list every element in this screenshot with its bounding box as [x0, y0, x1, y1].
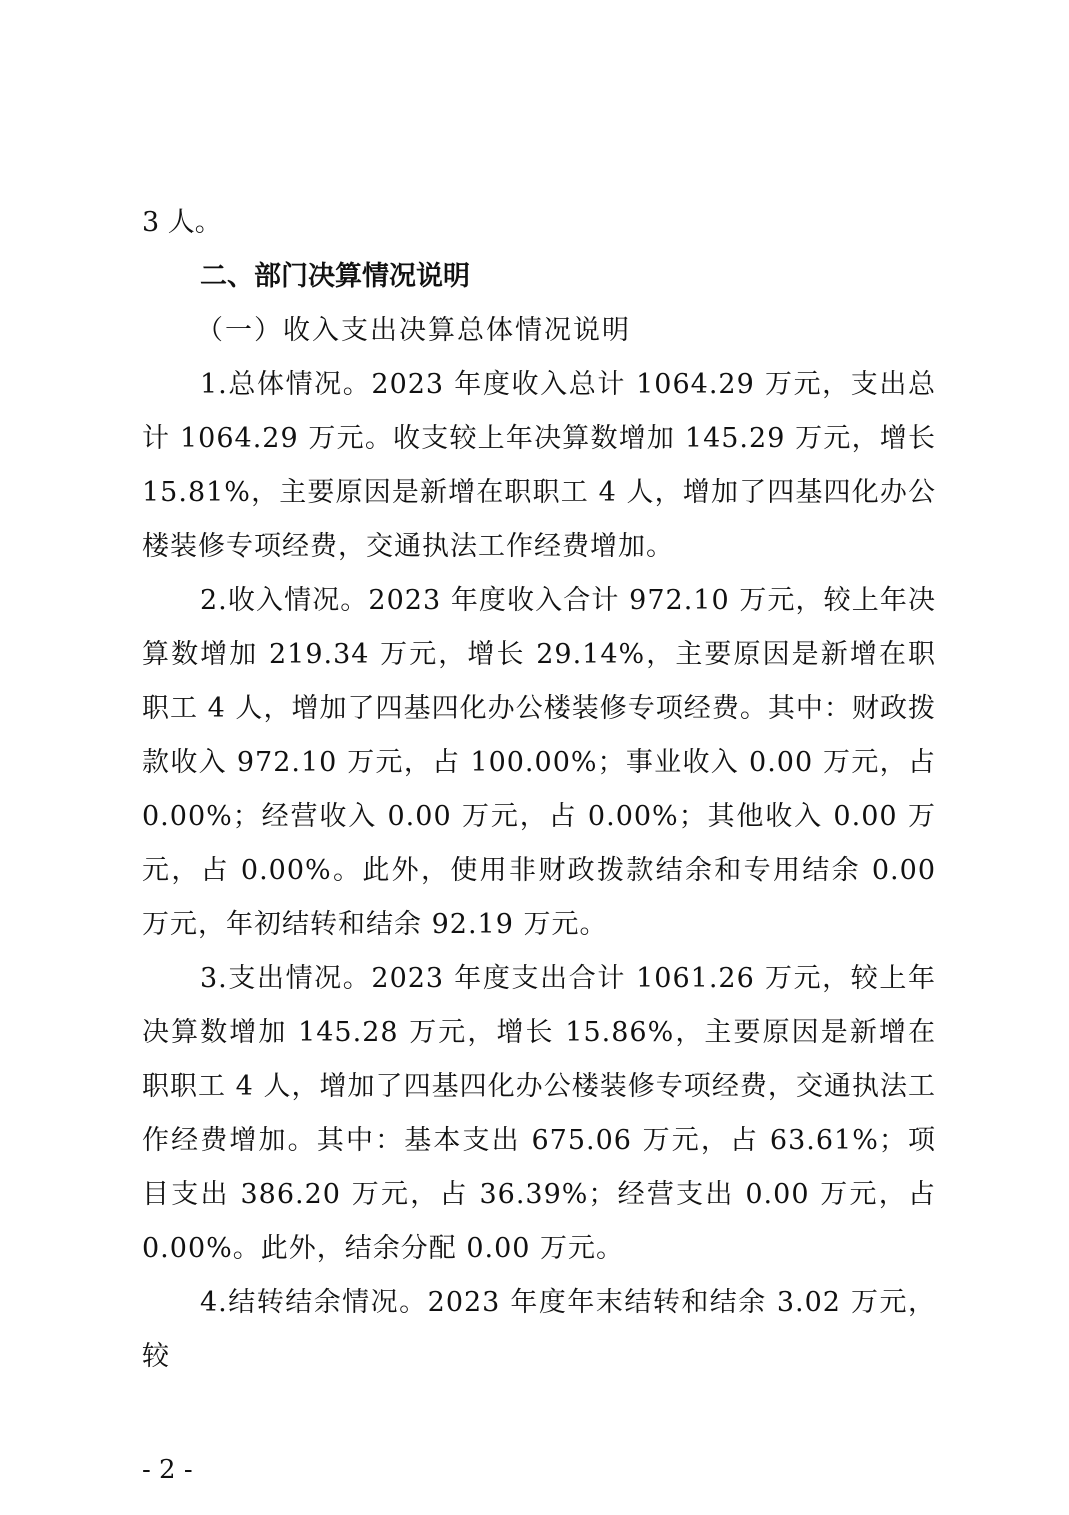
paragraph-expenditure: [142, 952, 936, 1276]
continuation-text: 3 人。: [142, 207, 222, 238]
paragraph-text: 3.支出情况。2023 年度支出合计 1061.26 万元，较上年决算数增加 145.28 万元，增长 15.86%，主要原因是新增在职职工 4 人，增加了四基四化办公楼装修专项经费，交通执法工作经费增加。其中：基本支出 675.06 万元，占 63.61%；项目支出 386.20 万元，占 36.39%；经营支出 0.00 万元，占 0.00%。此外，结余分配 0.00 万元。: [142, 963, 936, 1264]
paragraph-text: 1.总体情况。2023 年度收入总计 1064.29 万元，支出总计 1064.29 万元。收支较上年决算数增加 145.29 万元，增长 15.81%，主要原因是新增在职职工 4 人，增加了四基四化办公楼装修专项经费，交通执法工作经费增加。: [142, 369, 936, 562]
page-number: - 2 -: [142, 1455, 193, 1485]
paragraph-carryover: [142, 1276, 936, 1384]
section-heading: 二、部门决算情况说明: [200, 261, 470, 292]
paragraph-income: [142, 574, 936, 952]
paragraph-text: 2.收入情况。2023 年度收入合计 972.10 万元，较上年决算数增加 219.34 万元，增长 29.14%，主要原因是新增在职职工 4 人，增加了四基四化办公楼装修专项经费。其中：财政拨款收入 972.10 万元，占 100.00%；事业收入 0.00 万元，占 0.00%；经营收入 0.00 万元，占 0.00%；其他收入 0.00 万元，占 0.00%。此外，使用非财政拨款结余和专用结余 0.00 万元，年初结转和结余 92.19 万元。: [142, 585, 936, 940]
paragraph-text: 4.结转结余情况。2023 年度年末结转和结余 3.02 万元，较: [142, 1287, 936, 1372]
subsection-heading: （一）收入支出决算总体情况说明: [196, 315, 631, 346]
paragraph-overall: [142, 358, 936, 574]
